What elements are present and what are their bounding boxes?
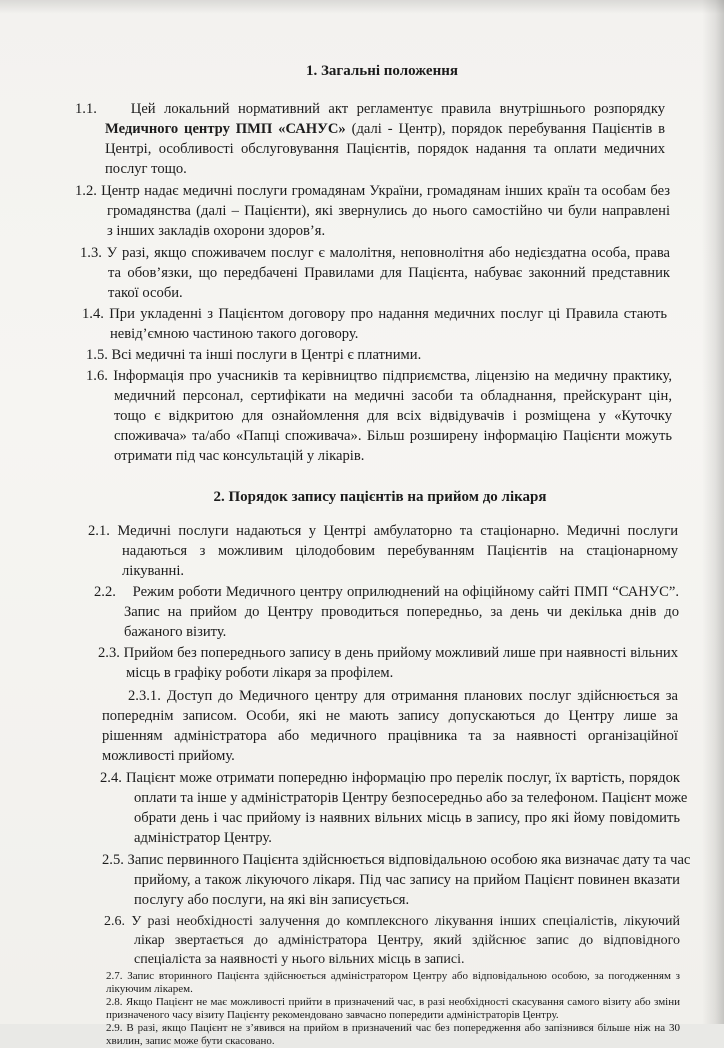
clause-number: 2.3.1. — [128, 688, 161, 704]
clause-text: Медичні послуги надаються у Центрі амбулаторно та стаціонарно. Медичні послуги — [117, 523, 679, 539]
clause-text: обрати день і час прийому із наявних вільних місць в запису, про які йому повідомить — [134, 810, 680, 826]
clause-text: Запис на прийом до Центру проводиться попередньо, за день чи декілька днів до — [124, 604, 679, 620]
clause-2-2 — [94, 582, 679, 642]
clause-text: Центрі, особливості обслуговування Пацієнтів, порядок надання та оплати медичних — [105, 141, 665, 157]
clause-text: тощо є відкритою для ознайомлення для всіх відвідувачів і розміщена у «Куточку — [114, 408, 672, 424]
clause-1-5 — [86, 345, 666, 365]
clause-number: 1.4. — [82, 306, 104, 322]
clause-number: 1.6. — [86, 368, 108, 384]
clause-text: лікуванні. — [122, 563, 185, 579]
clause-1-3 — [80, 243, 670, 303]
clause-text: Запис вторинного Пацієнта здійснюється адміністратором Центру або відповідальною — [127, 970, 547, 982]
clause-text: Запис первинного Пацієнта здійснюється відповідальною особою яка визначає дату та час — [127, 852, 691, 868]
clause-text: громадянства (далі – Пацієнти), які звернулись до нього самостійно чи були направлені — [107, 203, 670, 219]
clause-number: 2.7. — [106, 970, 123, 982]
clause-text: Всі медичні та інші послуги в Центрі є платними. — [111, 347, 422, 363]
clause-2-4 — [100, 768, 688, 848]
clause-2-1 — [88, 521, 678, 581]
clause-text: послуг тощо. — [105, 161, 187, 177]
clause-text: лікар звертається до адміністратора Центру, який здійснює запис до відповідного — [134, 933, 680, 948]
clause-text: Інформація про учасників та керівництво підприємства, ліцензію на медичну практику, — [113, 368, 672, 384]
clause-text: адміністратор Центру. — [134, 830, 272, 846]
clause-text: У разі, якщо споживачем послуг є малолітня, неповнолітня або недієздатна особа, права — [106, 245, 670, 261]
clause-2-6 — [104, 912, 680, 969]
clause-text: місць в графіку роботи лікаря за профілем. — [126, 665, 394, 681]
clause-1-4 — [82, 304, 667, 344]
clause-text: та обов’язки, що передбачені Правилами для Пацієнта, набуває законний представник — [108, 265, 670, 281]
clause-number: 2.5. — [102, 852, 124, 868]
clause-1-1 — [75, 99, 665, 179]
clause-text: У разі необхідності залучення до комплексного лікування інших спеціалістів, лікуючий — [131, 914, 681, 929]
clause-text: надаються з можливим цілодобовим перебуванням Пацієнтів на стаціонарному — [122, 543, 678, 559]
clause-2-3 — [98, 643, 678, 683]
clause-text: з інших закладів охорони здоров’я. — [107, 223, 326, 239]
clause-text: рішенням адміністратора або медичного працівника та за наявності організаційної — [102, 728, 678, 744]
clause-text: невід’ємною частиною такого договору. — [110, 326, 359, 342]
clause-text: послугу або послуги, на які він записується. — [134, 892, 410, 908]
clause-number: 2.4. — [100, 770, 122, 786]
section-2-title: 2. Порядок запису пацієнтів на прийом до лікаря — [213, 489, 547, 505]
clause-1-6 — [86, 366, 672, 466]
clause-text: отримати під час консультацій у лікарів. — [114, 448, 365, 464]
clause-text: Доступ до Медичного центру для отримання планових послуг здійснюється за — [166, 688, 678, 704]
clause-text: можливості прийому. — [102, 748, 235, 764]
clause-number: 2.1. — [88, 523, 110, 539]
section-1-title: 1. Загальні положення — [306, 63, 458, 79]
clause-text: Центр надає медичні послуги громадянам України, громадянам інших країн та особам без — [101, 183, 670, 199]
clause-number: 1.3. — [80, 245, 102, 261]
clause-2-7-to-2-9 — [106, 970, 680, 1048]
clause-number: 1.2. — [75, 183, 97, 199]
clause-number: 2.8. — [106, 996, 123, 1008]
clause-text: Прийом без попереднього запису в день прийому можливий лише при наявності вільних — [123, 645, 679, 661]
clause-number: 2.9. — [106, 1022, 123, 1034]
clause-text: При укладенні з Пацієнтом договору про надання медичних послуг ці Правила стають — [109, 306, 667, 322]
clause-text: В разі, якщо Пацієнт не з’явився на прийом в призначений час без попередження або — [126, 1022, 541, 1034]
clause-text: такої особи. — [108, 285, 183, 301]
clause-text: особою, за погодженням з лікуючим лікарем. — [106, 970, 681, 995]
clause-number: 1.1. — [75, 101, 97, 117]
clause-text: Якщо Пацієнт не має можливості прийти в призначений час, в разі необхідності — [125, 996, 509, 1008]
clause-text: (далі - Центр), порядок перебування Пацієнтів в — [345, 121, 666, 137]
clause-1-2 — [75, 181, 670, 241]
clause-2-3-1 — [102, 686, 678, 766]
page-edge-shadow — [702, 0, 724, 1024]
clause-text: скасування самого візиту або зміни призначеного часу візиту Пацієнту рекомендовано — [106, 996, 680, 1021]
clause-number: 2.2. — [94, 584, 116, 600]
clinic-name: Медичного центру ПМП «САНУС» — [105, 121, 346, 137]
clause-text: спеціаліста за наявності у нього вільних місць в записі. — [134, 952, 465, 967]
clause-text: бажаного візиту. — [124, 624, 227, 640]
clause-text: Режим роботи Медичного центру оприлюднений на офіційному сайті ПМП “САНУС”. — [132, 584, 680, 600]
clause-2-5 — [102, 850, 691, 910]
clause-text: Цей локальний нормативний акт регламентує правила внутрішнього розпорядку — [130, 101, 666, 117]
clause-text: медичний персонал, сертифікати на медичні засоби та обладнання, прейскурант цін, — [114, 388, 672, 404]
clause-text: прийому, а також лікуючого лікаря. Під час запису на прийом Пацієнт повинен вказати — [134, 872, 680, 888]
clause-text: запізнився більше ніж на 30 хвилин, запис може бути скасовано. — [106, 1022, 681, 1047]
clause-text: попереднім записом. Особи, які не мають запису допускаються до Центру лише за — [102, 708, 678, 724]
clause-text: завчасно попередити адміністраторів Центру. — [345, 1009, 559, 1021]
clause-text: оплати та інше у адміністраторів Центру безпосередньо або за телефоном. Пацієнт може — [134, 790, 688, 806]
clause-number: 2.3. — [98, 645, 120, 661]
page-top-shadow — [0, 0, 724, 14]
clause-text: споживача» та/або «Папці споживача». Більш розширену інформацію Пацієнти можуть — [114, 428, 672, 444]
clause-text: Пацієнт може отримати попередню інформацію про перелік послуг, їх вартість, порядок — [126, 770, 680, 786]
clause-number: 2.6. — [104, 914, 125, 929]
clause-number: 1.5. — [86, 347, 108, 363]
